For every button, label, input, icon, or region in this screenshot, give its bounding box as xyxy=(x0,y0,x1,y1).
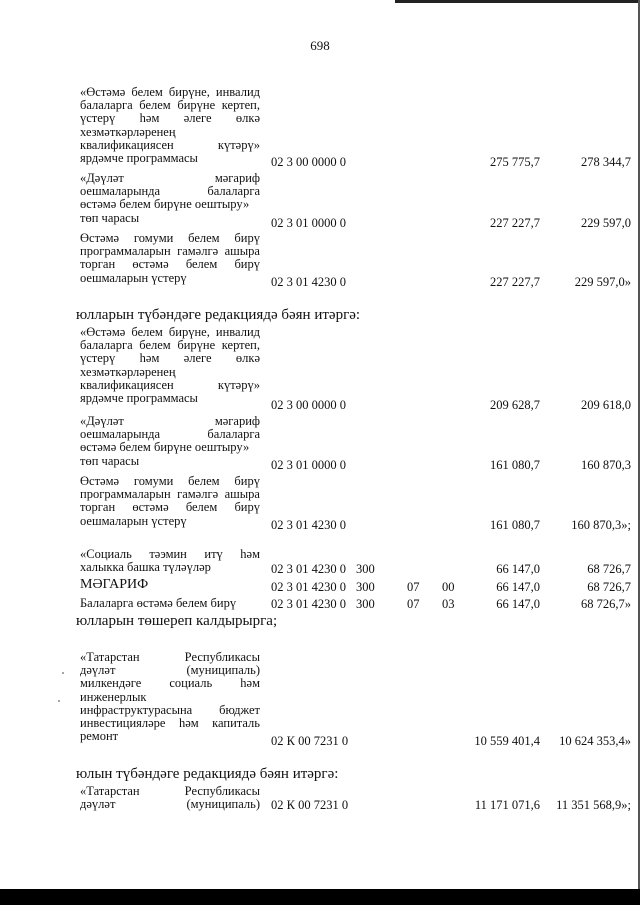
row-value-1: 66 147,0 xyxy=(496,597,540,611)
row-value-2: 11 351 568,9»; xyxy=(556,798,631,812)
row-code: 02 3 00 0000 0 xyxy=(271,155,346,169)
row-section: 07 xyxy=(407,580,420,594)
scan-speck xyxy=(62,672,64,674)
row-description: «Татарстан Республикасы дәүләт (муниципаль) милкендәге социаль һәм инженерлык инфраструктурасына бюджет инвестицияләре һәм капиталь ремонт xyxy=(80,650,260,744)
page-number: 698 xyxy=(310,38,330,53)
row-value-1: 10 559 401,4 xyxy=(474,734,540,748)
row-description: МӘГАРИФ xyxy=(80,577,149,592)
row-expense-type: 300 xyxy=(356,562,375,576)
row-subsection: 00 xyxy=(442,580,455,594)
row-value-1: 227 227,7 xyxy=(490,216,540,230)
scan-edge-top xyxy=(395,0,640,3)
row-description: «Өстәмә белем бирүне, инвалид балаларга белем бирүне кертеп, үстерү һәм әлеге өлкә хезмәткәрләренең квалификациясен күтәрү» ярдәмче программасы xyxy=(80,85,260,166)
row-code: 02 3 01 4230 0 xyxy=(271,562,346,576)
row-code: 02 3 01 4230 0 xyxy=(271,275,346,289)
row-value-2: 209 618,0 xyxy=(581,398,631,412)
instruction-text: юлларын түбәндәге редакциядә бәян итәргә: xyxy=(76,307,361,323)
row-value-2: 68 726,7 xyxy=(587,580,631,594)
row-code: 02 К 00 7231 0 xyxy=(271,798,349,812)
row-value-1: 66 147,0 xyxy=(496,580,540,594)
row-value-2: 68 726,7 xyxy=(587,562,631,576)
scan-speck xyxy=(58,700,60,702)
row-description: «Социаль тәэмин итү һәм халыкка башка түләүләр xyxy=(80,547,260,575)
row-expense-type: 300 xyxy=(356,580,375,594)
row-value-2: 229 597,0» xyxy=(574,275,631,289)
row-section: 07 xyxy=(407,597,420,611)
scan-edge-bottom xyxy=(0,889,640,905)
row-description: «Дәүләт мәгариф оешмаларында балаларга өстәмә белем бирүне оештыру» төп чарасы xyxy=(80,414,260,468)
row-description: Өстәмә гомуми белем бирү программаларын гамәлгә ашыра торган өстәмә белем бирү оешмаларын үстерү xyxy=(80,474,260,528)
row-value-1: 275 775,7 xyxy=(490,155,540,169)
row-value-1: 66 147,0 xyxy=(496,562,540,576)
row-value-1: 227 227,7 xyxy=(490,275,540,289)
row-value-1: 209 628,7 xyxy=(490,398,540,412)
row-code: 02 К 00 7231 0 xyxy=(271,734,349,748)
row-description: Өстәмә гомуми белем бирү программаларын гамәлгә ашыра торган өстәмә белем бирү оешмаларын үстерү xyxy=(80,231,260,285)
row-value-2: 68 726,7» xyxy=(581,597,631,611)
row-code: 02 3 01 4230 0 xyxy=(271,580,346,594)
row-value-2: 160 870,3 xyxy=(581,458,631,472)
row-expense-type: 300 xyxy=(356,597,375,611)
row-value-2: 10 624 353,4» xyxy=(559,734,631,748)
row-value-1: 161 080,7 xyxy=(490,518,540,532)
instruction-text: юлларын төшереп калдырырга; xyxy=(76,613,278,629)
row-description: «Дәүләт мәгариф оешмаларында балаларга өстәмә белем бирүне оештыру» төп чарасы xyxy=(80,171,260,225)
row-description: Балаларга өстәмә белем бирү xyxy=(80,596,237,610)
instruction-text: юлын түбәндәге редакциядә бәян итәргә: xyxy=(76,766,339,782)
row-subsection: 03 xyxy=(442,597,455,611)
row-value-1: 161 080,7 xyxy=(490,458,540,472)
row-code: 02 3 00 0000 0 xyxy=(271,398,346,412)
row-value-2: 278 344,7 xyxy=(581,155,631,169)
row-value-2: 229 597,0 xyxy=(581,216,631,230)
row-description: «Татарстан Республикасы дәүләт (муниципаль) xyxy=(80,784,260,812)
row-code: 02 3 01 4230 0 xyxy=(271,597,346,611)
row-value-2: 160 870,3»; xyxy=(571,518,631,532)
row-value-1: 11 171 071,6 xyxy=(474,798,540,812)
row-description: «Өстәмә белем бирүне, инвалид балаларга белем бирүне кертеп, үстерү һәм әлеге өлкә хезмәткәрләренең квалификациясен күтәрү» ярдәмче программасы xyxy=(80,325,260,406)
row-code: 02 3 01 0000 0 xyxy=(271,216,346,230)
row-code: 02 3 01 0000 0 xyxy=(271,458,346,472)
row-code: 02 3 01 4230 0 xyxy=(271,518,346,532)
